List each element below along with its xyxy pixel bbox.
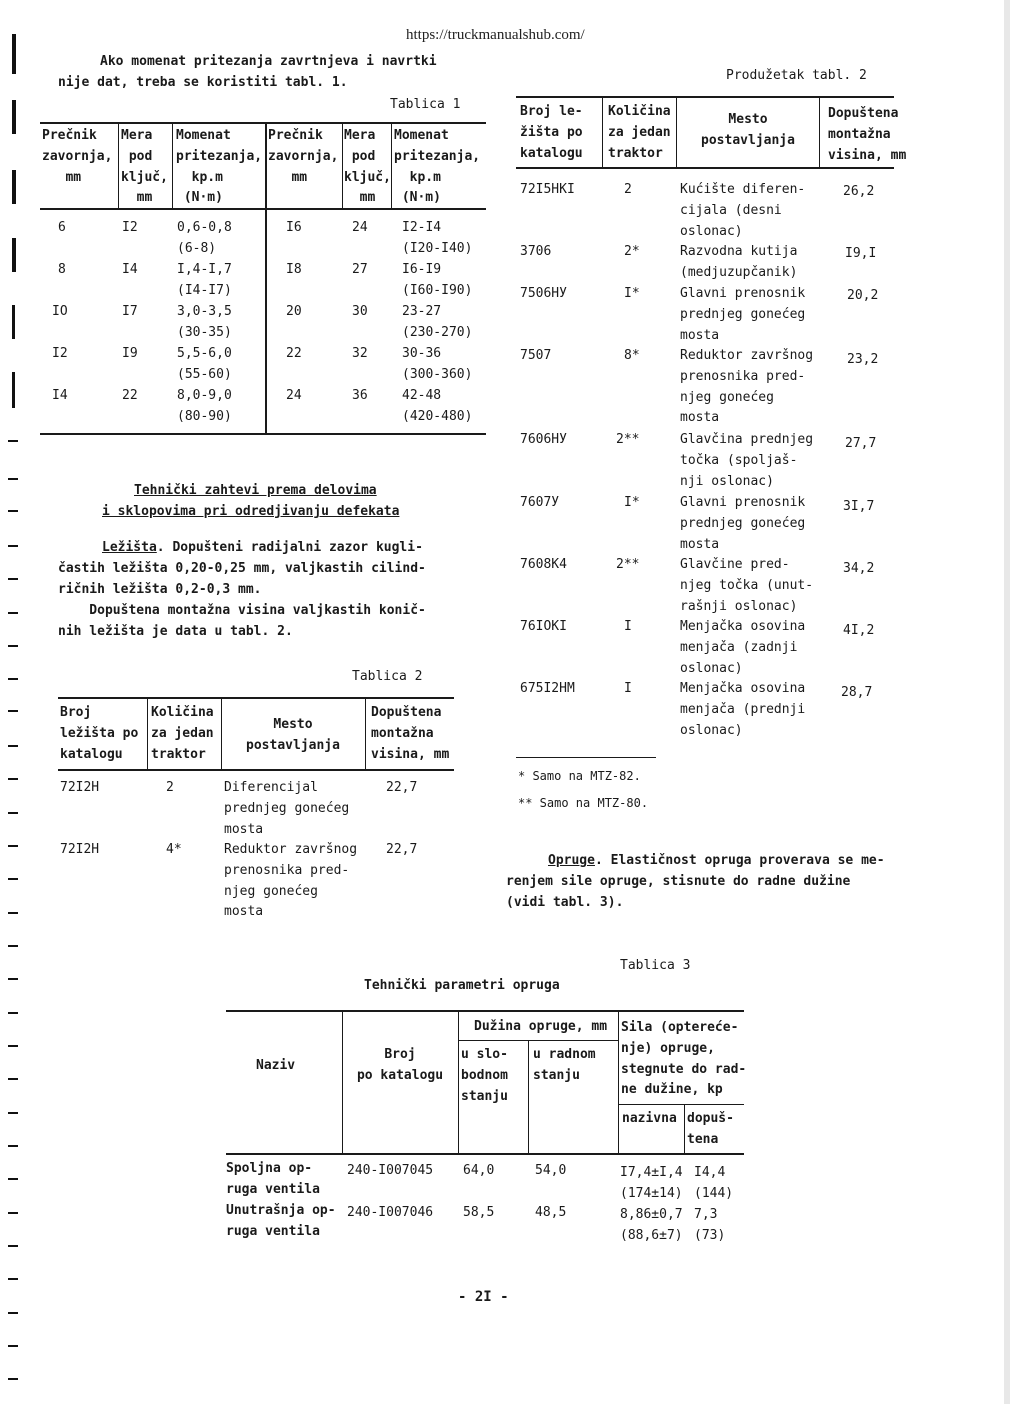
t2c-cell: 7506HУ xyxy=(520,286,567,301)
t1-cell: 0,6-0,8 (6-8) xyxy=(177,220,232,256)
t2c-cell: 28,7 xyxy=(841,685,873,700)
t1-header-wrench: Mera pod ključ, mm xyxy=(121,128,168,206)
bearings-label: Ležišta xyxy=(102,540,157,555)
t1-header-diameter-2: Prečnik zavornja, mm xyxy=(268,128,339,185)
springs-text: . Elastičnost opruga proverava se me- xyxy=(594,853,885,868)
springs-label: Opruge xyxy=(548,853,595,868)
section-title-2: i sklopovima pri odredjivanju defekata xyxy=(102,504,400,519)
t1-cell: 8,0-9,0 (80-90) xyxy=(177,388,232,424)
t1-cell: 20 xyxy=(286,304,302,319)
t2c-cell: 3706 xyxy=(520,244,552,259)
t2c-cell: Glavni prenosnik prednjeg gonećeg mosta xyxy=(680,495,806,552)
t1-cell: I4 xyxy=(52,388,68,403)
t2c-cell: 3I,7 xyxy=(843,499,875,514)
table-3-caption: Tablica 3 xyxy=(620,958,691,973)
t3-cell: 64,0 xyxy=(463,1163,495,1178)
footnote-1: * Samo na MTZ-82. xyxy=(518,769,641,783)
t2c-cell: Glavčina prednjeg točka (spoljaš- nji oslonac) xyxy=(680,432,814,489)
t2-cell: 4* xyxy=(166,842,182,857)
t1-cell: IO xyxy=(52,304,68,319)
t3-cell: 240-I007045 xyxy=(347,1163,434,1178)
t1-cell: 27 xyxy=(352,262,368,277)
t2-cell: Reduktor završnog prenosnika pred- njeg gonećeg mosta xyxy=(224,842,358,920)
t2c-cell: Menjačka osovina menjača (prednji oslonac) xyxy=(680,681,806,738)
t1-cell: 42-48 (420-480) xyxy=(402,388,473,424)
t1-cell: I4 xyxy=(122,262,138,277)
t3-cell: 58,5 xyxy=(463,1205,495,1220)
t2c-cell: 7606HУ xyxy=(520,432,567,447)
table-2-caption: Tablica 2 xyxy=(352,669,423,684)
t2c-cell: 2* xyxy=(624,244,640,259)
t2-header-height: Dopuštena montažna visina, mm xyxy=(371,705,450,762)
t2-cell: 2 xyxy=(166,780,174,795)
t2c-cell: Menjačka osovina menjača (zadnji oslonac) xyxy=(680,619,806,676)
t2-cell: 72I2H xyxy=(60,842,100,857)
t1-cell: 5,5-6,0 (55-60) xyxy=(177,346,232,382)
t1-cell: 22 xyxy=(122,388,138,403)
t3-cell: I4,4 (144) xyxy=(694,1165,734,1201)
springs-paragraph-line-2: renjem sile opruge, stisnute do radne dužine xyxy=(506,874,851,889)
t2c-cell: 2** xyxy=(616,432,640,447)
t2c-header-height: Dopuštena montažna visina, mm xyxy=(828,106,907,163)
t1-cell: I6-I9 (I60-I90) xyxy=(402,262,473,298)
bearings-text: . Dopušteni radijalni zazor kugli- xyxy=(156,540,423,555)
t1-header-diameter: Prečnik zavornja, mm xyxy=(42,128,113,185)
t2c-cell: 7507 xyxy=(520,348,552,363)
t2-cell: Diferencijal prednjeg gonećeg mosta xyxy=(224,780,350,837)
t3-header-length: Dužina opruge, mm xyxy=(474,1019,608,1034)
source-url[interactable]: https://truckmanualshub.com/ xyxy=(406,27,585,43)
t2-header-place: Mesto postavljanja xyxy=(246,717,340,753)
t2c-cell: Glavčine pred- njeg točka (unut- rašnji oslonac) xyxy=(680,557,814,614)
bearings-paragraph-line-4: Dopuštena montažna visina valjkastih konič- xyxy=(58,603,426,618)
t2c-cell: I* xyxy=(624,286,640,301)
t1-cell: 30 xyxy=(352,304,368,319)
t2-cell: 72I2H xyxy=(60,780,100,795)
t2c-cell: I xyxy=(624,681,632,696)
t1-cell: 22 xyxy=(286,346,302,361)
scan-edge xyxy=(1004,0,1010,1404)
footnote-2: ** Samo na MTZ-80. xyxy=(518,796,649,810)
t3-cell: 8,86±0,7 (88,6±7) xyxy=(620,1207,683,1243)
t2c-cell: I* xyxy=(624,495,640,510)
t1-header-wrench-2: Mera pod ključ, mm xyxy=(344,128,391,206)
section-title-1: Tehnički zahtevi prema delovima xyxy=(134,483,377,498)
bearings-paragraph-line-2: častih ležišta 0,20-0,25 mm, valjkastih cilind- xyxy=(58,561,426,576)
t2c-cell: 2** xyxy=(616,557,640,572)
t3-header-working: u radnom stanju xyxy=(533,1047,596,1083)
t2-cell: 22,7 xyxy=(386,842,418,857)
bearings-paragraph-line-5: nih ležišta je data u tabl. 2. xyxy=(58,624,293,639)
t1-cell: 6 xyxy=(58,220,66,235)
springs-paragraph-line-1 xyxy=(548,851,885,872)
t2c-cell: 23,2 xyxy=(847,352,879,367)
t3-cell: Spoljna op- ruga ventila xyxy=(226,1161,320,1197)
t3-cell: Unutrašnja op- ruga ventila xyxy=(226,1203,336,1239)
t3-header-allowed: dopuš- tena xyxy=(687,1111,734,1147)
t1-cell: I8 xyxy=(286,262,302,277)
t1-cell: 30-36 (300-360) xyxy=(402,346,473,382)
t2c-cell: 7608K4 xyxy=(520,557,567,572)
t3-header-nominal: nazivna xyxy=(622,1111,677,1126)
t1-cell: I2-I4 (I20-I40) xyxy=(402,220,473,256)
t3-header-free: u slo- bodnom stanju xyxy=(461,1047,508,1104)
t2c-cell: I9,I xyxy=(845,246,877,261)
t3-header-name: Naziv xyxy=(256,1058,296,1073)
bearings-paragraph-line-3: ričnih ležišta 0,2-0,3 mm. xyxy=(58,582,262,597)
t2c-cell: 76IOKI xyxy=(520,619,567,634)
t1-cell: 23-27 (230-270) xyxy=(402,304,473,340)
t2c-cell: Kućište diferen- cijala (desni oslonac) xyxy=(680,182,806,239)
t1-cell: 36 xyxy=(352,388,368,403)
page-number: - 2I - xyxy=(458,1289,509,1305)
t1-cell: I2 xyxy=(52,346,68,361)
t1-cell: 32 xyxy=(352,346,368,361)
t3-cell: 48,5 xyxy=(535,1205,567,1220)
t2c-header-number: Broj le- žišta po katalogu xyxy=(520,104,583,161)
table-2-continuation-caption: Produžetak tabl. 2 xyxy=(726,68,867,83)
t1-cell: 24 xyxy=(352,220,368,235)
table-1-caption: Tablica 1 xyxy=(390,97,461,112)
t3-cell: 240-I007046 xyxy=(347,1205,434,1220)
t2c-cell: 7607У xyxy=(520,495,560,510)
t2c-cell: 675I2HM xyxy=(520,681,575,696)
t2-header-number: Broj ležišta po katalogu xyxy=(60,705,139,762)
t2c-cell: 34,2 xyxy=(843,561,875,576)
t1-cell: I,4-I,7 (I4-I7) xyxy=(177,262,232,298)
t2c-cell: Reduktor završnog prenosnika pred- njeg gonećeg mosta xyxy=(680,348,814,426)
t1-cell: I2 xyxy=(122,220,138,235)
t1-cell: I9 xyxy=(122,346,138,361)
intro-line-1: Ako momenat pritezanja zavrtnjeva i navrtki xyxy=(100,54,437,69)
t2c-cell: 26,2 xyxy=(843,184,875,199)
springs-paragraph-line-3: (vidi tabl. 3). xyxy=(506,895,624,910)
t3-header-force: Sila (optereće- nje) opruge, stegnute do rad- ne dužine, kp xyxy=(621,1020,747,1098)
t2c-cell: I xyxy=(624,619,632,634)
t2-header-quantity: Količina za jedan traktor xyxy=(151,705,214,762)
t2c-cell: Razvodna kutija (medjuzupčanik) xyxy=(680,244,798,280)
t3-cell: 54,0 xyxy=(535,1163,567,1178)
t1-cell: 24 xyxy=(286,388,302,403)
t1-cell: I6 xyxy=(286,220,302,235)
t1-header-torque-2: Momenat pritezanja, kp.m (N·m) xyxy=(394,128,481,206)
t1-header-torque: Momenat pritezanja, kp.m (N·m) xyxy=(176,128,263,206)
t2c-cell: 8* xyxy=(624,348,640,363)
t2c-cell: 20,2 xyxy=(847,288,879,303)
t1-cell: I7 xyxy=(122,304,138,319)
t2c-cell: 72I5HKI xyxy=(520,182,575,197)
t1-cell: 3,0-3,5 (30-35) xyxy=(177,304,232,340)
t2c-cell: 27,7 xyxy=(845,436,877,451)
t1-cell: 8 xyxy=(58,262,66,277)
bearings-paragraph-line-1 xyxy=(102,538,423,559)
t2c-header-place: Mesto postavljanja xyxy=(701,112,795,148)
t2c-header-quantity: Količina za jedan traktor xyxy=(608,104,671,161)
t2c-cell: Glavni prenosnik prednjeg gonećeg mosta xyxy=(680,286,806,343)
t3-cell: 7,3 (73) xyxy=(694,1207,726,1243)
t2-cell: 22,7 xyxy=(386,780,418,795)
t3-cell: I7,4±I,4 (174±14) xyxy=(620,1165,683,1201)
t3-header-number: Broj po katalogu xyxy=(356,1047,444,1083)
t2c-cell: 2 xyxy=(624,182,632,197)
intro-line-2: nije dat, treba se koristiti tabl. 1. xyxy=(58,75,348,90)
t2c-cell: 4I,2 xyxy=(843,623,875,638)
table-3-title: Tehnički parametri opruga xyxy=(364,978,560,993)
